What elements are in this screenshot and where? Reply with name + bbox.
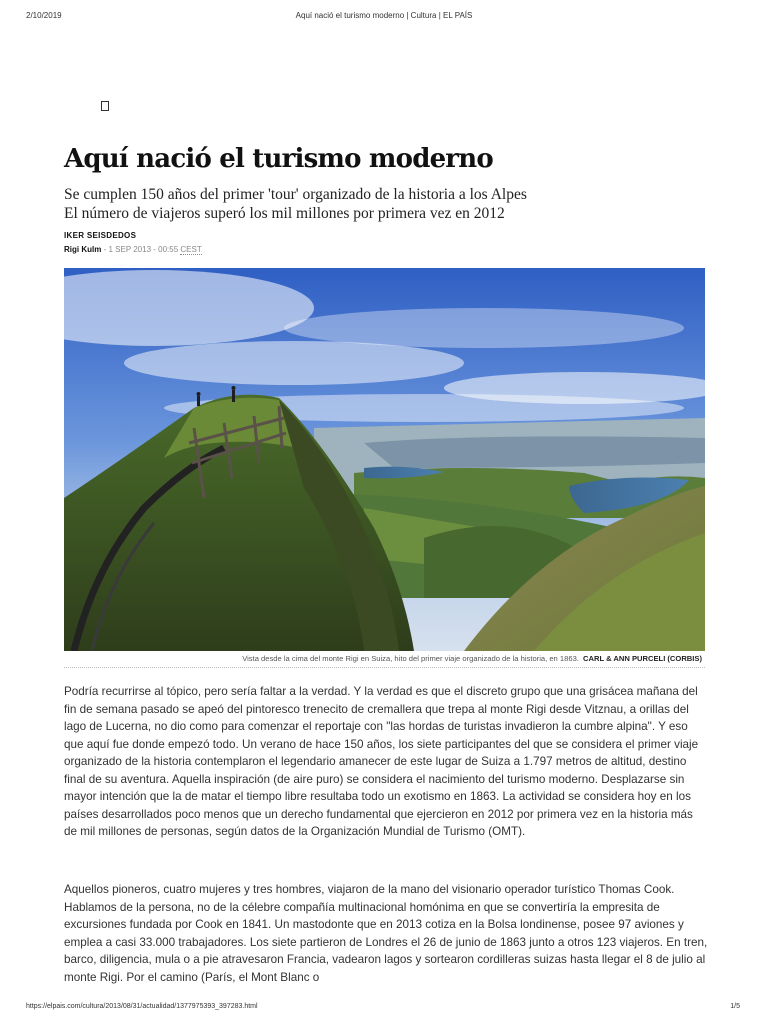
missing-glyph-icon bbox=[101, 101, 109, 111]
print-url: https://elpais.com/cultura/2013/08/31/actualidad/1377975393_397283.html bbox=[26, 1003, 258, 1010]
subtitle-2: El número de viajeros superó los mil millones por primera vez en 2012 bbox=[64, 205, 505, 222]
dateline-timezone: CEST bbox=[180, 245, 202, 254]
article-photo bbox=[64, 268, 705, 651]
photo-caption-row bbox=[64, 654, 702, 663]
dateline-datetime: 1 SEP 2013 - 00:55 bbox=[108, 245, 179, 254]
photo-caption: Vista desde la cima del monte Rigi en Suiza, hito del primer viaje organizado de la historia, en 1863. bbox=[242, 654, 579, 663]
landscape-photo-icon bbox=[64, 268, 705, 651]
print-date: 2/10/2019 bbox=[26, 11, 62, 20]
photo-credit: CARL & ANN PURCELI (CORBIS) bbox=[583, 654, 702, 663]
body-paragraph-1: Podría recurrirse al tópico, pero sería faltar a la verdad. Y la verdad es que el discreto grupo que una grisácea mañana del fin de semana pasado se apeó del pintoresco trenecito de cremallera que trepa al monte Rigi desde Vitznau, a orillas del lago de Lucerna, no dio como para comenzar el reportaje con "las hordas de turistas invadieron la cumbre alpina". Y eso que aquí fue donde empezó todo. Un verano de hace 150 años, los siete participantes del que se considera el primer viaje organizado de la historia contemplaron el legendario amanecer de este lugar de Suiza a 1.797 metros de altitud, destino final de su aventura. Aquella inspiración (de aire puro) se considera el nacimiento del turismo moderno. Desplazarse sin mayor intención que la de matar el tiempo libre resultaba todo un exotismo en 1863. La actividad se considera hoy en los países desarrollados poco menos que un derecho fundamental que ejercieron en 2012 por primera vez en la historia más de mil millones de personas, según datos de la Organización Mundial de Turismo (OMT). bbox=[64, 685, 699, 838]
print-page-number: 1/5 bbox=[730, 1003, 740, 1010]
caption-divider bbox=[64, 667, 705, 668]
article-subtitles bbox=[64, 185, 527, 223]
subtitle-1: Se cumplen 150 años del primer 'tour' organizado de la historia a los Alpes bbox=[64, 186, 527, 203]
dateline-separator: - bbox=[103, 245, 109, 254]
author-byline[interactable]: IKER SEISDEDOS bbox=[64, 231, 137, 240]
dateline bbox=[64, 245, 202, 254]
print-page-title: Aquí nació el turismo moderno | Cultura | EL PAÍS bbox=[295, 11, 473, 20]
dateline-place: Rigi Kulm bbox=[64, 245, 102, 254]
body-paragraph-2: Aquellos pioneros, cuatro mujeres y tres hombres, viajaron de la mano del visionario operador turístico Thomas Cook. Hablamos de la persona, no de la célebre compañía multinacional homónima en que se convertiría la empresita de excursiones fundada por Cook en 1841. Un mastodonte que en 2013 cotiza en la Bolsa londinense, posee 97 aviones y emplea a casi 33.000 trabajadores. Los siete partieron de Londres el 26 de junio de 1863 junto a otros 123 viajeros. En tren, barco, diligencia, mula o a pie atravesaron Francia, vadearon lagos y sortearon cordilleras suizas hasta llegar el 8 de julio al monte Rigi. Por el camino (París, el Mont Blanc o bbox=[64, 883, 708, 984]
article-headline: Aquí nació el turismo moderno bbox=[64, 144, 493, 174]
